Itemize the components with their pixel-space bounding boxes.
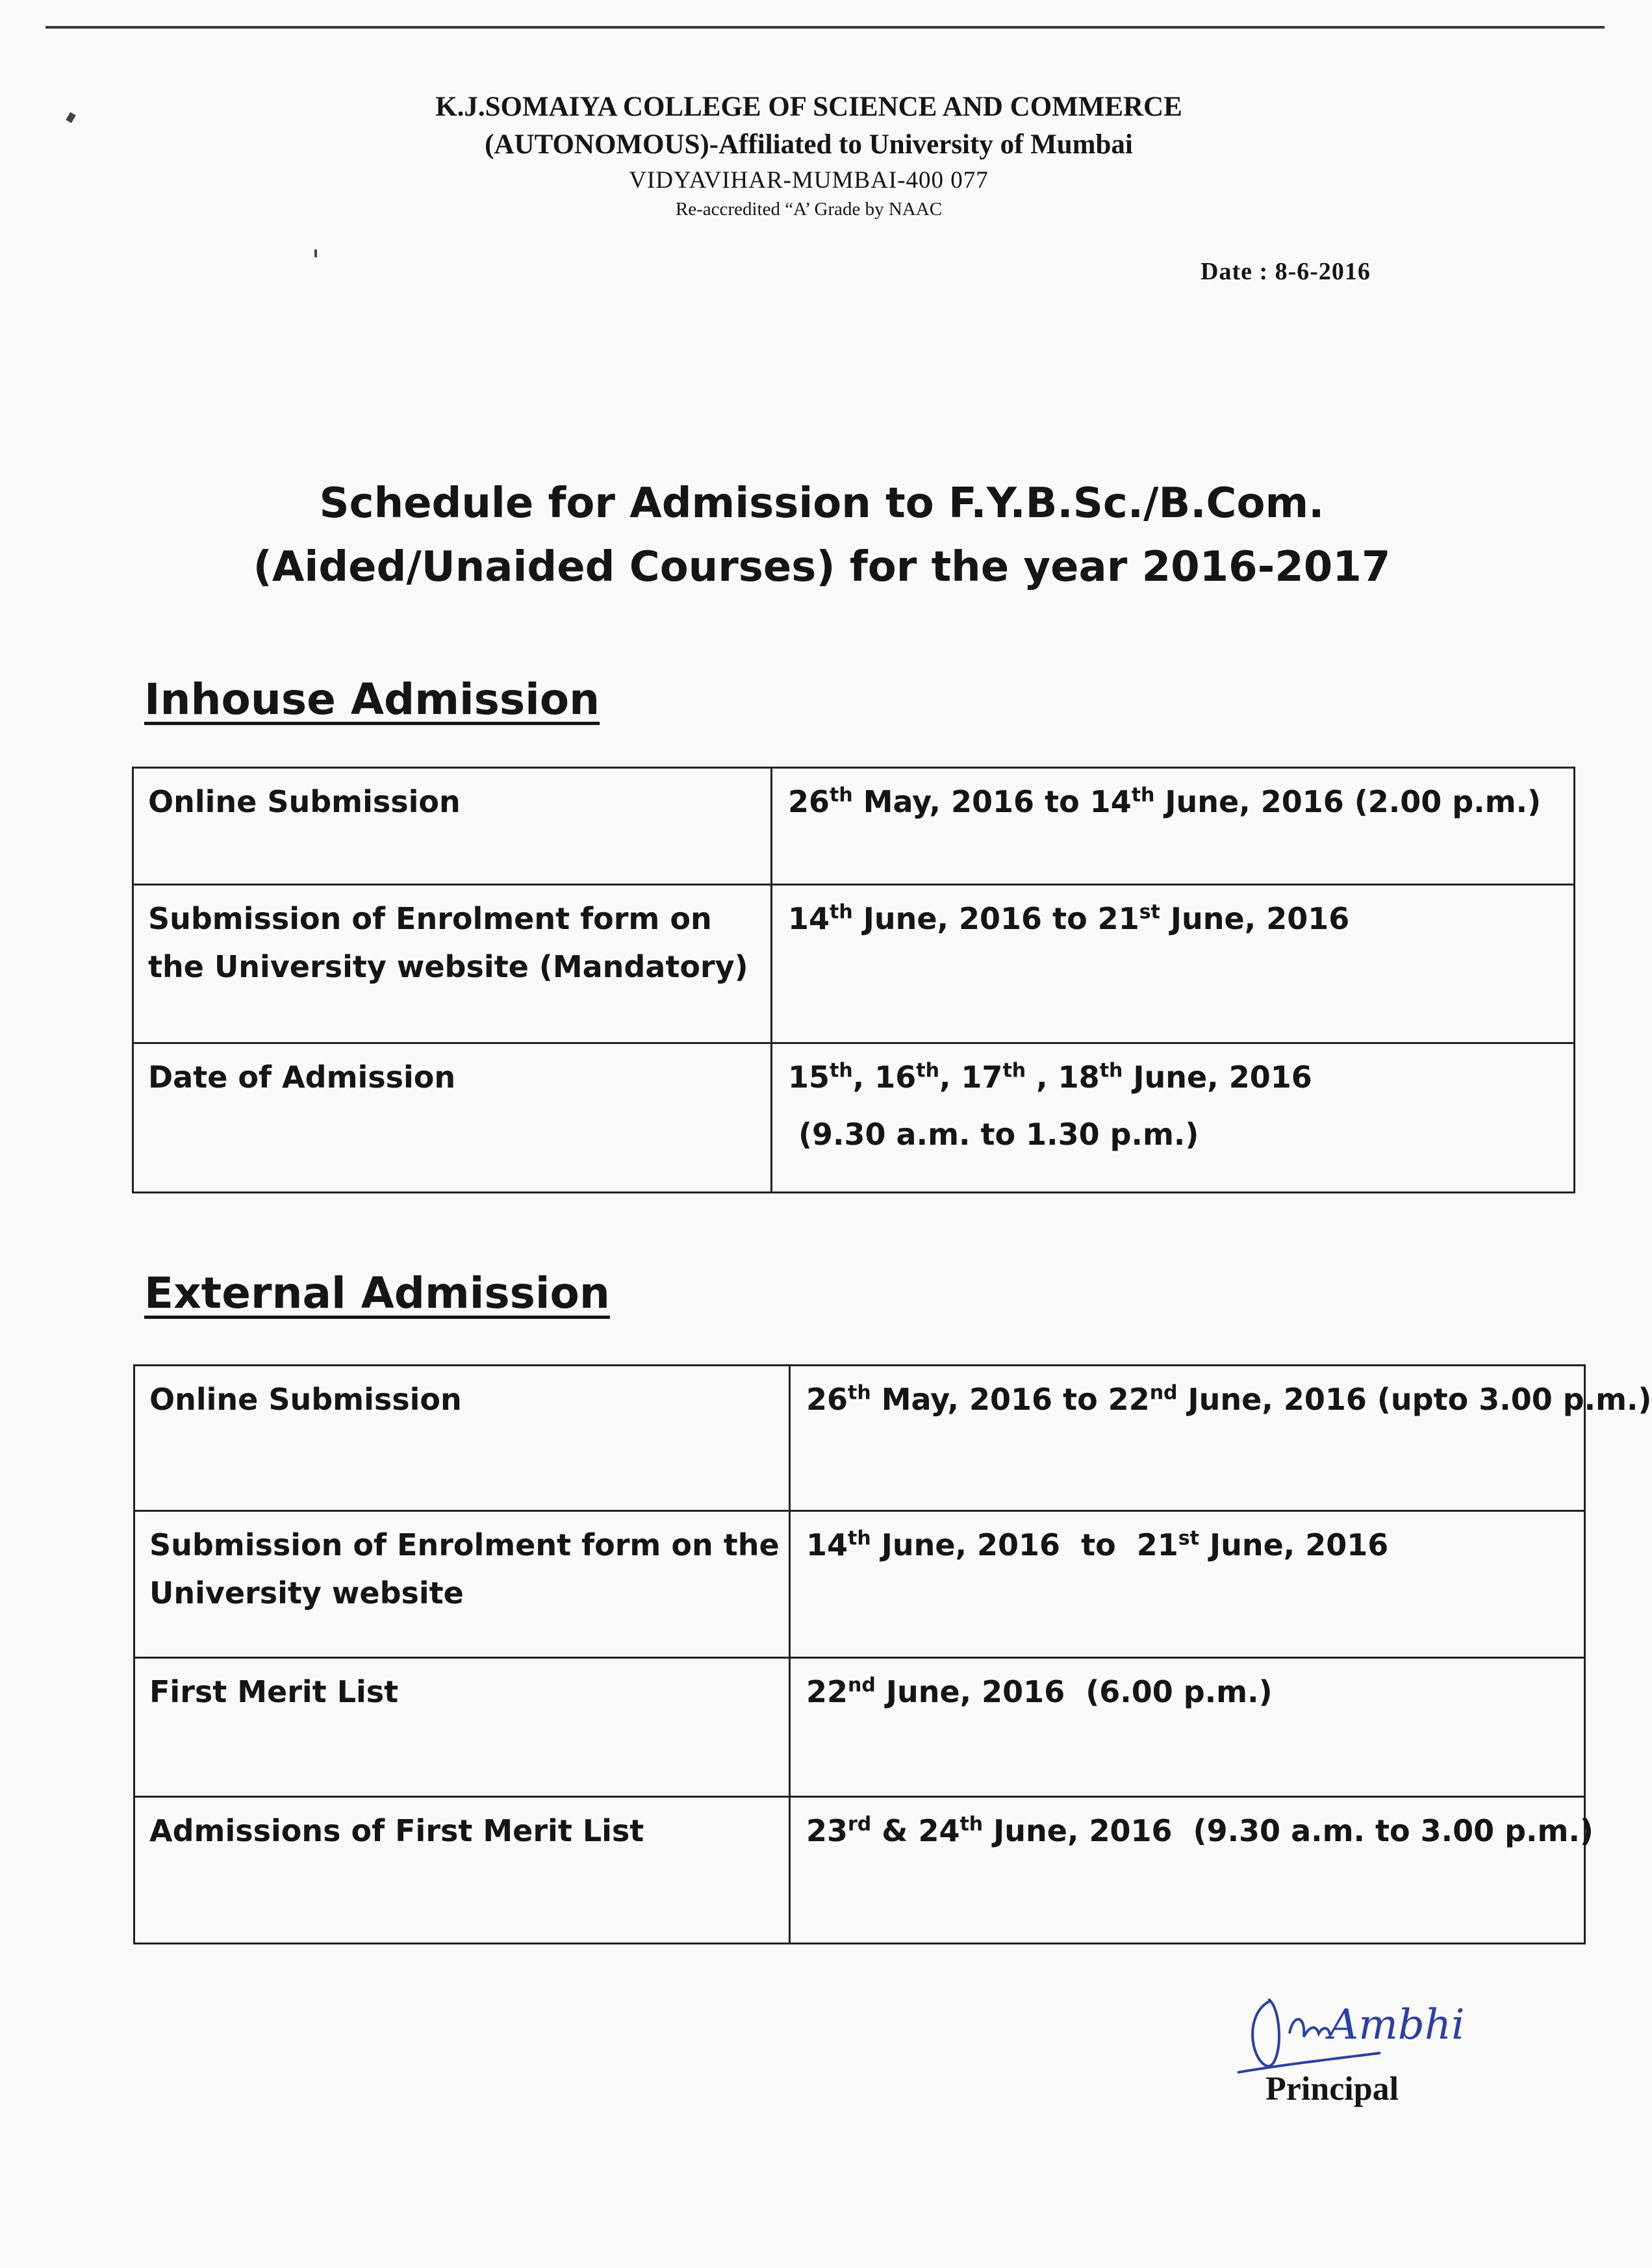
date-text: 23 xyxy=(806,1813,848,1848)
schedule-event-cell xyxy=(134,1797,790,1944)
schedule-date-line xyxy=(788,1110,1559,1158)
ordinal-suffix: st xyxy=(1178,1527,1199,1550)
schedule-event-cell xyxy=(133,768,772,885)
inhouse-schedule-body xyxy=(133,768,1575,1193)
schedule-date-cell xyxy=(790,1797,1594,1944)
date-text: 26 xyxy=(788,784,830,819)
ordinal-suffix: th xyxy=(916,1059,939,1082)
date-text: 14 xyxy=(806,1527,848,1562)
date-text: , 17 xyxy=(939,1060,1003,1095)
schedule-date-cell xyxy=(790,1658,1585,1797)
schedule-event-cell xyxy=(134,1658,790,1797)
college-affiliation: (AUTONOMOUS)-Affiliated to University of Mumbai xyxy=(485,129,1133,160)
schedule-event-label: Online Submission xyxy=(149,1382,462,1417)
schedule-date-line xyxy=(788,1053,1559,1101)
scan-speck xyxy=(314,249,317,257)
ordinal-suffix: th xyxy=(959,1813,984,1836)
schedule-date-line xyxy=(788,895,1559,943)
date-text: , 16 xyxy=(852,1060,917,1095)
date-text: May, 2016 to 14 xyxy=(852,784,1132,819)
date-text: June, 2016 (9.30 a.m. to 3.00 p.m.) xyxy=(983,1813,1594,1848)
ordinal-suffix: th xyxy=(848,1381,871,1405)
signature-text: Ambhi xyxy=(1328,2001,1465,2049)
college-accreditation: Re-accredited “A’ Grade by NAAC xyxy=(675,199,943,220)
college-name: K.J.SOMAIYA COLLEGE OF SCIENCE AND COMMERCE xyxy=(435,92,1182,122)
date-text: 22 xyxy=(806,1674,848,1709)
date-text: June, 2016 (6.00 p.m.) xyxy=(875,1674,1273,1709)
schedule-date-cell xyxy=(790,1511,1585,1658)
ordinal-suffix: th xyxy=(1131,784,1155,807)
ordinal-suffix: th xyxy=(1099,1059,1123,1082)
schedule-event-label: Submission of Enrolment form on xyxy=(148,901,712,936)
schedule-row xyxy=(134,1511,1585,1658)
date-text: June, 2016 (2.00 p.m.) xyxy=(1154,784,1542,819)
date-text: June, 2016 xyxy=(1123,1060,1312,1095)
date-text: 14 xyxy=(788,901,830,936)
ordinal-suffix: th xyxy=(830,900,853,924)
external-admission-heading: External Admission xyxy=(144,1268,610,1318)
date-text: (9.30 a.m. to 1.30 p.m.) xyxy=(788,1117,1199,1152)
schedule-row xyxy=(133,885,1575,1043)
schedule-row xyxy=(134,1366,1585,1511)
schedule-row xyxy=(133,1043,1575,1193)
date-text: 15 xyxy=(788,1060,830,1095)
ordinal-suffix: th xyxy=(830,784,853,807)
schedule-date-cell xyxy=(772,768,1575,885)
schedule-row xyxy=(133,768,1575,885)
schedule-event-label: University website xyxy=(149,1575,464,1611)
inhouse-admission-heading: Inhouse Admission xyxy=(144,674,600,724)
ordinal-suffix: th xyxy=(1002,1059,1026,1082)
schedule-date-cell xyxy=(772,885,1575,1043)
ordinal-suffix: rd xyxy=(848,1813,872,1836)
ordinal-suffix: th xyxy=(848,1527,871,1550)
schedule-event-cell xyxy=(133,1043,772,1193)
date-text: May, 2016 to 22 xyxy=(870,1382,1150,1417)
schedule-event-label: Admissions of First Merit List xyxy=(149,1813,644,1848)
schedule-event-cell xyxy=(134,1511,790,1658)
schedule-event-label: the University website (Mandatory) xyxy=(148,949,748,984)
schedule-event-cell xyxy=(133,885,772,1043)
ordinal-suffix: nd xyxy=(848,1674,876,1697)
date-text: June, 2016 xyxy=(1160,901,1350,936)
date-text: & 24 xyxy=(871,1813,960,1848)
schedule-title-line-1: Schedule for Admission to F.Y.B.Sc./B.Com. xyxy=(319,479,1325,528)
inhouse-schedule-table xyxy=(132,767,1575,1193)
schedule-date-line xyxy=(806,1807,1594,1855)
schedule-row xyxy=(134,1658,1585,1797)
date-text: June, 2016 xyxy=(1199,1527,1389,1562)
external-schedule-table xyxy=(133,1364,1652,1944)
college-address: VIDYAVIHAR-MUMBAI-400 077 xyxy=(629,167,989,194)
schedule-event-cell xyxy=(134,1366,790,1511)
date-text: June, 2016 to 21 xyxy=(852,901,1139,936)
schedule-event-label: Online Submission xyxy=(148,784,461,819)
ordinal-suffix: st xyxy=(1139,900,1160,924)
scan-border-line xyxy=(45,26,1605,29)
schedule-event-label: Submission of Enrolment form on the xyxy=(149,1527,780,1562)
schedule-date-line xyxy=(806,1521,1569,1569)
document-date: Date : 8-6-2016 xyxy=(1201,258,1371,285)
schedule-event-label: First Merit List xyxy=(149,1674,399,1709)
schedule-event-label: Date of Admission xyxy=(148,1060,456,1095)
date-text: 26 xyxy=(806,1382,848,1417)
schedule-date-cell xyxy=(772,1043,1575,1193)
principal-title: Principal xyxy=(1265,2071,1399,2108)
ordinal-suffix: th xyxy=(830,1059,853,1082)
date-text: June, 2016 to 21 xyxy=(870,1527,1178,1562)
schedule-date-line xyxy=(806,1375,1652,1423)
schedule-date-line xyxy=(806,1668,1569,1716)
date-text: , 18 xyxy=(1026,1060,1100,1095)
schedule-date-cell xyxy=(790,1366,1652,1511)
ordinal-suffix: nd xyxy=(1149,1381,1178,1405)
date-text: June, 2016 (upto 3.00 p.m.) xyxy=(1177,1382,1652,1417)
schedule-title-line-2: (Aided/Unaided Courses) for the year 2016-2017 xyxy=(253,543,1391,591)
schedule-row xyxy=(134,1797,1585,1944)
schedule-date-line xyxy=(788,778,1559,826)
external-schedule-body xyxy=(134,1366,1652,1944)
